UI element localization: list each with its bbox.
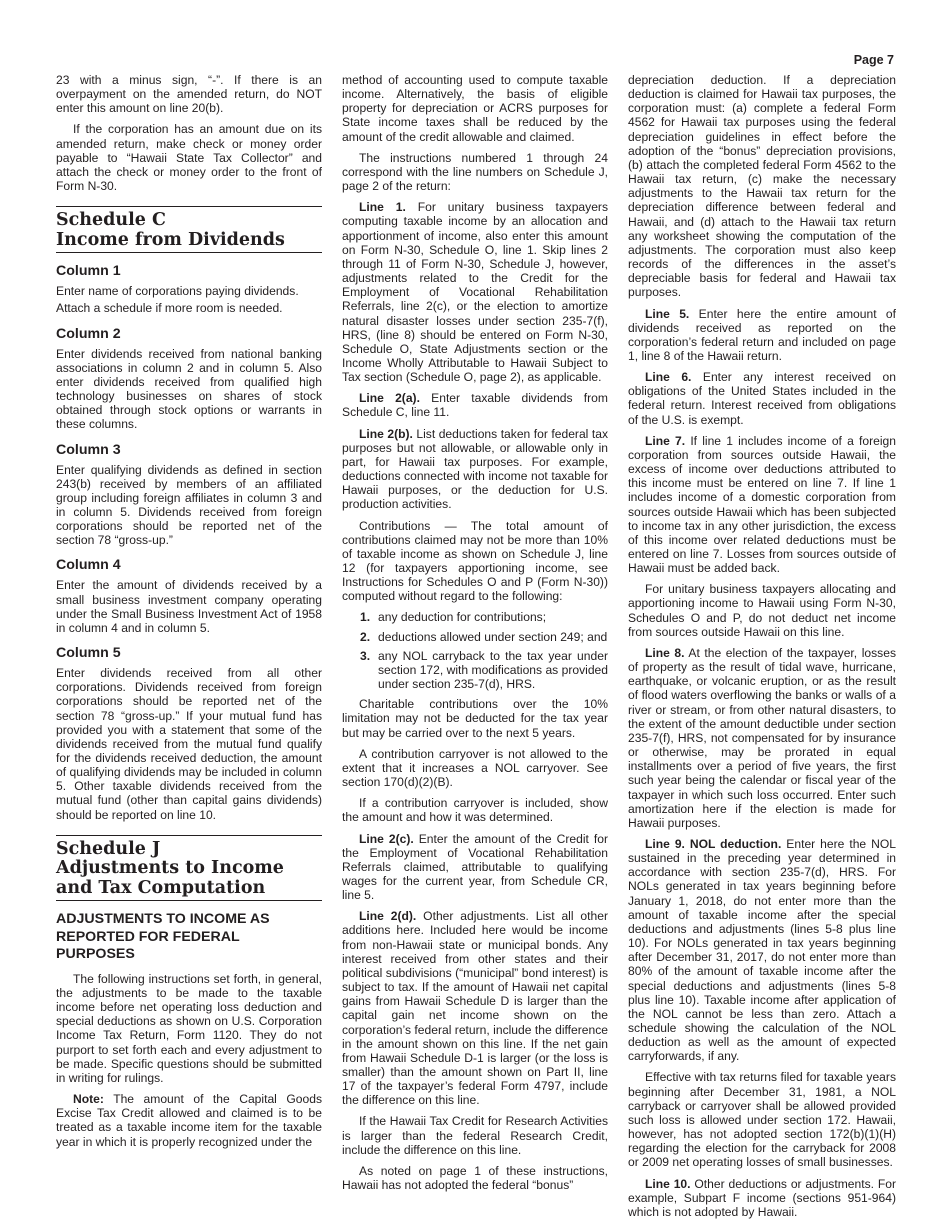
line-6-text: Enter any interest received on obligations of the United States included in the federal return. Interest received from obligations of the U.S. is exempt.: [628, 370, 896, 427]
paragraph: As noted on page 1 of these instructions, Hawaii has not adopted the federal “bonus”: [342, 1163, 608, 1193]
line-2a-label: Line 2(a).: [359, 391, 420, 406]
three-column-body: [56, 73, 896, 1219]
list-number: 3.: [360, 648, 371, 663]
line-9-label: Line 9. NOL deduction.: [645, 836, 782, 851]
line-8-label: Line 8.: [645, 645, 685, 660]
list-text: any deduction for contributions;: [378, 610, 547, 625]
list-item: [360, 630, 608, 644]
note-text: The amount of the Capital Goods Excise Tax Credit allowed and claimed is to be treated as a taxable income item for the taxable year in which it is properly recognized under the: [56, 1092, 322, 1149]
line-7-text: If line 1 includes income of a foreign corporation from sources outside Hawaii, the excess of income over deductions attributed to this income must be entered on line 7. If line 1 includes income of a domestic corporation from sources outside Hawaii which has been subjected to income tax in any other jurisdiction, the excess of this income over related deductions must be entered on line 7. Losses from sources outside of Hawaii must be added back.: [628, 433, 896, 576]
list-item: [360, 610, 608, 624]
paragraph: The following instructions set forth, in general, the adjustments to be made to the taxable income before net operating loss deduction and special deductions as shown on U.S. Corporation Income Tax Return, Form 1120. They do not purport to set forth each and every adjustment to be made. Specific questions should be submitted in writing for rulings.: [56, 971, 322, 1085]
line-2d-text: Other adjustments. List all other additions here. Included here would be income from non-Hawaii state or municipal bonds. Any interest received from other states and their political subdivisions (“municipal” bond interest) is subject to tax. If the amount of Hawaii net capital gains from Hawaii Schedule D is larger than the capital gain net income shown on the corporation’s federal return, include the difference in the amount shown on this line. If the net gain from Hawaii Schedule D-1 is larger (or the loss is smaller) than the amount shown on Part II, line 17 of the taxpayer’s federal Form 4797, include the difference on this line.: [342, 909, 608, 1108]
paragraph: If the corporation has an amount due on its amended return, make check or money order payable to “Hawaii State Tax Collector” and attach the check or money order to the front of Form N-30.: [56, 122, 322, 194]
paragraph: If the Hawaii Tax Credit for Research Activities is larger than the federal Research Credit, include the difference on this line.: [342, 1114, 608, 1157]
column-3-heading: Column 3: [56, 441, 121, 458]
line-2b-label: Line 2(b).: [359, 426, 413, 441]
column-1-heading: Column 1: [56, 263, 121, 280]
schedule-j-title: Schedule J: [56, 838, 161, 859]
paragraph: Enter the amount of dividends received by a small business investment company operating under the Small Business Investment Act of 1958 in column 4 and in column 5.: [56, 578, 322, 635]
line-7-paragraph: [628, 434, 896, 576]
line-2b-text: List deductions taken for federal tax purposes but not allowable, or allowable only in part, for Hawaii tax purposes. For example, deductions connected with income not taxable for Hawaii purposes, or the deduction for U.S. production activities.: [342, 426, 608, 512]
line-8-paragraph: [628, 646, 896, 830]
line-2b-paragraph: [342, 427, 608, 512]
list-number: 1.: [360, 610, 371, 625]
schedule-j-subtitle: Adjustments to Income and Tax Computation: [56, 858, 284, 898]
paragraph: For unitary business taxpayers allocating and apportioning income to Hawaii using Form N-30, Schedules O and P, do not deduct net income from sources outside Hawaii on this line.: [628, 582, 896, 639]
paragraph: The instructions numbered 1 through 24 correspond with the line numbers on Schedule J, page 2 of the return:: [342, 150, 608, 194]
list-text: deductions allowed under section 249; and: [378, 629, 608, 644]
line-10-text: Other deductions or adjustments. For example, Subpart F income (sections 951-964) which is not adopted by Hawaii.: [628, 1176, 896, 1219]
paragraph: A contribution carryover is not allowed to the extent that it increases a NOL carryover. See section 170(d)(2)(B).: [342, 746, 608, 790]
note-paragraph: [56, 1092, 322, 1149]
line-2a-paragraph: [342, 391, 608, 419]
paragraph: If a contribution carryover is included, show the amount and how it was determined.: [342, 796, 608, 825]
line-8-text: At the election of the taxpayer, losses of property as the result of tidal wave, hurricane, earthquake, or volcanic eruption, or as the result of flood waters overflowing the banks or walls of a river or stream, or from other natural disasters, to the extent of the amount deductible under section 235-7(f), HRS, not compensated for by insurance or otherwise, may be prorated in equal installments over a period of five years, the first such year being the calendar or fiscal year of the taxpayer in which such loss occurred. Enter such amortization here if the election is made for Hawaii purposes.: [628, 645, 896, 830]
line-1-paragraph: [342, 200, 608, 384]
column-4-heading: Column 4: [56, 557, 121, 574]
line-10-paragraph: [628, 1177, 896, 1219]
line-2c-paragraph: [342, 832, 608, 903]
line-6-paragraph: [628, 370, 896, 427]
line-6-label: Line 6.: [645, 370, 692, 385]
paragraph: 23 with a minus sign, “-”. If there is an overpayment on the amended return, do NOT enter this amount on line 20(b).: [56, 73, 322, 116]
paragraph: Enter dividends received from all other corporations. Dividends received from foreign corporations should be reported net of the section 78 “gross-up.” If your mutual fund has provided you with a statement that some of the dividends received from the mutual fund qualify for the dividends received deduction, the amount of qualifying dividends may be included in column 5. Other taxable dividends received from the mutual fund (other than capital gains dividends) should be reported on line 10.: [56, 666, 322, 822]
line-5-label: Line 5.: [645, 306, 690, 321]
adjustments-subheading: ADJUSTMENTS TO INCOME AS REPORTED FOR FEDERAL PURPOSES: [56, 911, 270, 963]
column-right: [628, 73, 896, 1226]
line-1-text: For unitary business taxpayers computing taxable income by an allocation and apportionment of income, also enter this amount on Form N-30, Schedule O, line 1. Skip lines 2 through 11 of Form N-30, Schedule J, however, adjustments related to the Credit for the Employment of Vocational Rehabilitation Referrals, line 2(c), or the election to amortize natural disaster losses under section 235-7(f), HRS, (line 8) should be entered on Form N-30, Schedule O, State Adjustments section or the Income Wholly Attributable to Hawaii Subject to Tax section (Schedule O, page 2), as applicable.: [342, 200, 608, 385]
list-item: [360, 649, 608, 691]
line-10-label: Line 10.: [645, 1176, 691, 1191]
list-text: any NOL carryback to the tax year under section 172, with modifications as provided under section 235-7(d), HRS.: [378, 648, 608, 692]
paragraph: Enter dividends received from national banking associations in column 2 and in column 5. Also enter dividends received from qualified high technology businesses on shares of stock obtained through stock options or warrants in these columns.: [56, 346, 322, 432]
line-2a-text: Enter taxable dividends from Schedule C, line 11.: [342, 391, 608, 420]
list-number: 2.: [360, 629, 371, 644]
line-5-text: Enter here the entire amount of dividends received as reported on the corporation’s federal return and included on page 1, line 8 of the Hawaii return.: [628, 306, 896, 363]
schedule-j-heading: [56, 840, 322, 899]
schedule-c-heading: [56, 211, 322, 250]
paragraph: method of accounting used to compute taxable income. Alternatively, the basis of eligible property for depreciation or ACRS purposes for State income taxes shall be reduced by the amount of the credit allowable and claimed.: [342, 73, 608, 144]
line-1-label: Line 1.: [359, 200, 406, 215]
schedule-c-bottom-rule: [56, 252, 322, 253]
contribution-exclusions-list: [342, 610, 608, 691]
line-2c-text: Enter the amount of the Credit for the Employment of Vocational Rehabilitation Referrals claimed, attributable to qualifying wages for the current year, from Schedule CR, line 5.: [342, 831, 608, 903]
line-5-paragraph: [628, 307, 896, 364]
paragraph: Contributions — The total amount of contributions claimed may not be more than 10% of taxable income as shown on Schedule J, line 12 (for taxpayers apportioning income, see Instructions for Schedules O and P (Form N-30)) computed without regard to the following:: [342, 518, 608, 604]
paragraph: Enter name of corporations paying dividends.: [56, 284, 299, 299]
paragraph: Effective with tax returns filed for taxable years beginning after December 31, 1981, a NOL carryback or carryover shall be allowed provided such loss is allowed under section 172. Hawaii, however, has not adopted section 172(b)(1)(H) regarding the election for the carryback for 2008 or 2009 net operating losses of small businesses.: [628, 1070, 896, 1170]
paragraph: depreciation deduction. If a depreciation deduction is claimed for Hawaii tax purposes, the corporation must: (a) complete a federal Form 4562 for Hawaii tax purposes using the federal depreciation guidelines in effect before the adoption of the “bonus” depreciation provisions, (b) attach the completed federal Form 4562 to the Hawaii tax return, (c) make the necessary adjustments to the Hawaii tax return for the depreciation difference between federal and Hawaii, and (d) attach to the Hawaii tax return any worksheet showing the computation of the adjustments. The corporation must also keep records of the differences in the asset’s depreciable basis for federal and Hawaii tax purposes.: [628, 73, 896, 300]
paragraph: Charitable contributions over the 10% limitation may not be deducted for the tax year but may be carried over to the next 5 years.: [342, 697, 608, 740]
schedule-c-subtitle: Income from Dividends: [56, 229, 285, 250]
line-9-paragraph: [628, 837, 896, 1064]
schedule-c-title: Schedule C: [56, 210, 166, 231]
paragraph: Attach a schedule if more room is needed.: [56, 301, 283, 316]
column-2-heading: Column 2: [56, 325, 121, 342]
schedule-c-top-rule: [56, 206, 322, 207]
column-middle: [342, 73, 608, 1226]
note-label: Note:: [73, 1092, 104, 1107]
column-left: [56, 73, 322, 1226]
line-7-label: Line 7.: [645, 433, 686, 448]
line-2c-label: Line 2(c).: [359, 831, 414, 846]
line-9-text: Enter here the NOL sustained in the preceding year determined in accordance with section 235-7(d), HRS. For NOLs generated in tax years beginning before January 1, 2018, do not enter more than the amount of taxable income after the special deductions and adjustments (lines 5-8 plus line 10). For NOLs generated in tax years beginning after December 31, 2017, do not enter more than 80% of the amount of taxable income after the special deductions and adjustments (lines 5-8 plus line 10). Taxable income after application of the NOL cannot be less than zero. Attach a schedule showing the calculation of the NOL deduction as well as the amount of expected carryforwards, if any.: [628, 836, 896, 1064]
page-number: Page 7: [853, 53, 894, 67]
column-5-heading: Column 5: [56, 645, 121, 662]
paragraph: Enter qualifying dividends as defined in section 243(b) received by members of an affiliated group including foreign affiliates in column 3 and in column 5. Dividends received from foreign corporations should be reported net of the section 78 “gross-up.”: [56, 462, 322, 548]
line-2d-paragraph: [342, 909, 608, 1107]
schedule-j-bottom-rule: [56, 900, 322, 901]
line-2d-label: Line 2(d).: [359, 909, 417, 924]
schedule-j-top-rule: [56, 835, 322, 836]
